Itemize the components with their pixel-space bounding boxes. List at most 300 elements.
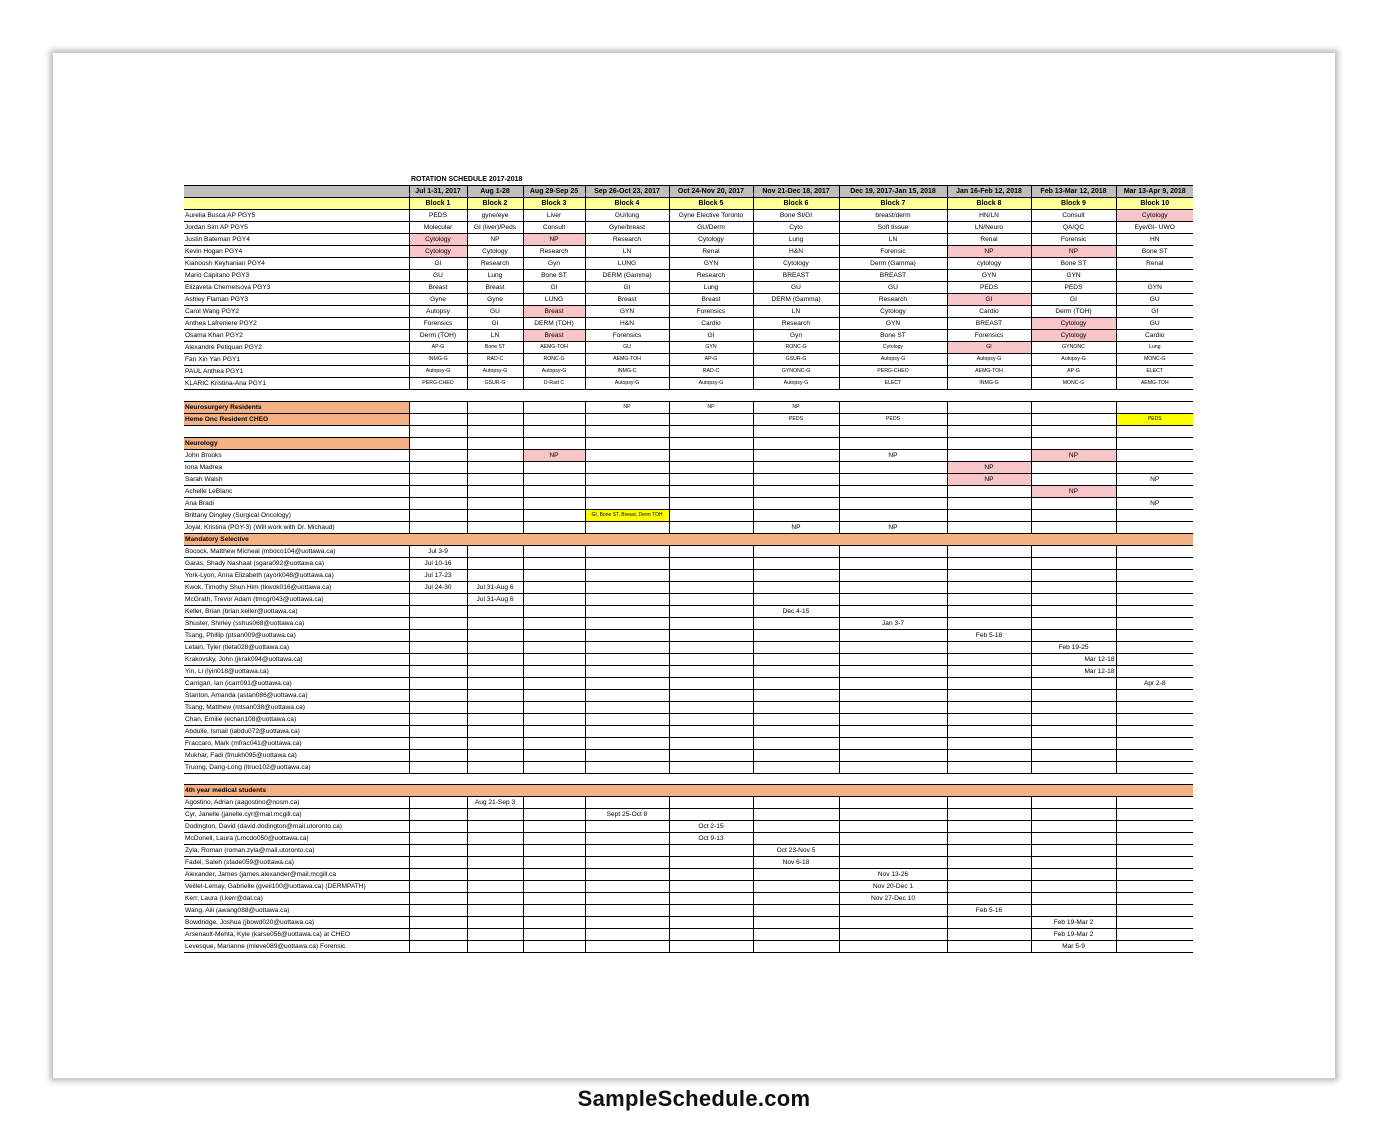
rotation-cell: GU <box>839 282 947 294</box>
rotation-cell: NP <box>839 521 947 533</box>
rotation-cell <box>669 413 753 425</box>
rotation-cell: DERM (Gamma) <box>585 270 669 282</box>
date-cell <box>947 893 1031 905</box>
date-cell <box>585 797 669 809</box>
corner-cell <box>184 198 409 210</box>
rotation-cell: HN/LN <box>947 210 1031 222</box>
date-cell <box>585 677 669 689</box>
rotation-cell <box>947 485 1031 497</box>
rotation-cell: NP <box>753 401 839 413</box>
empty-cell <box>947 425 1031 437</box>
date-cell <box>1116 653 1193 665</box>
rotation-cell: ELECT <box>1116 366 1193 378</box>
rotation-cell: PEDS <box>839 413 947 425</box>
rotation-cell <box>585 449 669 461</box>
date-cell: Mar 5-9 <box>1031 941 1116 953</box>
date-cell <box>467 629 523 641</box>
rotation-cell <box>753 485 839 497</box>
date-cell <box>669 677 753 689</box>
date-cell <box>1031 677 1116 689</box>
selective-row <box>184 617 1193 629</box>
empty-cell <box>585 437 669 449</box>
rotation-cell <box>947 401 1031 413</box>
date-cell <box>1116 821 1193 833</box>
hemeonc-row <box>184 413 1193 425</box>
rotation-cell: Bone ST <box>839 330 947 342</box>
empty-cell <box>585 390 669 402</box>
rotation-cell: LN/Neuro <box>947 222 1031 234</box>
empty-cell <box>1031 533 1116 545</box>
neurology-row <box>184 497 1193 509</box>
date-cell <box>1031 617 1116 629</box>
empty-cell <box>669 773 753 785</box>
date-cell: Nov 6-18 <box>753 857 839 869</box>
rotation-cell: Derm (TOH) <box>1031 306 1116 318</box>
student-row <box>184 833 1193 845</box>
date-cell <box>585 905 669 917</box>
rotation-cell: Derm (TOH) <box>409 330 467 342</box>
sheet-title: ROTATION SCHEDULE 2017-2018 <box>411 176 523 183</box>
rotation-cell: GYNONC-G <box>753 366 839 378</box>
student-name: Fadel, Saleh (sfade059@uottawa.ca) <box>184 857 409 869</box>
date-cell <box>753 713 839 725</box>
date-cell <box>585 605 669 617</box>
date-cell <box>1031 713 1116 725</box>
rotation-cell: GYN <box>669 342 753 354</box>
date-cell <box>669 761 753 773</box>
date-cell: Feb 19-Mar 2 <box>1031 929 1116 941</box>
rotation-cell <box>467 509 523 521</box>
date-cell <box>467 833 523 845</box>
neurology-row <box>184 461 1193 473</box>
date-cell <box>839 917 947 929</box>
empty-cell <box>669 425 753 437</box>
date-cell <box>467 677 523 689</box>
student-name: Zyla, Roman (roman.zyla@mail.utoronto.ca) <box>184 845 409 857</box>
rotation-cell <box>523 473 585 485</box>
date-cell <box>753 617 839 629</box>
resident-row <box>184 282 1193 294</box>
resident-name: Fan Xin Yan PGY1 <box>184 354 409 366</box>
rotation-cell <box>409 401 467 413</box>
date-cell <box>1116 929 1193 941</box>
date-cell <box>523 605 585 617</box>
date-cell: Mar 12-18 <box>1031 653 1116 665</box>
rotation-cell: GYNONC <box>1031 342 1116 354</box>
student-name: Carrigan, Ian (icarr091@uottawa.ca) <box>184 677 409 689</box>
date-cell <box>1031 809 1116 821</box>
rotation-cell: GU <box>1116 318 1193 330</box>
date-cell <box>753 809 839 821</box>
date-cell <box>753 881 839 893</box>
resident-name: Alexandre Petiquan PGY2 <box>184 342 409 354</box>
date-cell <box>1031 881 1116 893</box>
rotation-cell <box>409 473 467 485</box>
rotation-cell: NP <box>947 461 1031 473</box>
date-cell <box>947 929 1031 941</box>
rotation-cell: Research <box>753 318 839 330</box>
empty-cell <box>753 437 839 449</box>
date-cell <box>523 737 585 749</box>
rotation-cell: Breast <box>467 282 523 294</box>
rotation-cell: Autopsy-G <box>669 378 753 390</box>
selective-row <box>184 605 1193 617</box>
date-cell <box>839 737 947 749</box>
rotation-cell: BREAST <box>947 318 1031 330</box>
date-cell <box>1116 893 1193 905</box>
date-cell <box>947 881 1031 893</box>
rotation-cell <box>409 521 467 533</box>
date-cell <box>1031 545 1116 557</box>
rotation-cell <box>947 521 1031 533</box>
rotation-cell <box>753 473 839 485</box>
neurosurgery-row <box>184 401 1193 413</box>
rotation-cell <box>467 413 523 425</box>
student-name: McDonell, Laura (Lmcdo050@uottawa.ca) <box>184 833 409 845</box>
rotation-cell: Forensic <box>839 246 947 258</box>
rotation-cell: MONC-G <box>1116 354 1193 366</box>
rotation-cell: NP <box>467 234 523 246</box>
empty-cell <box>467 533 523 545</box>
date-cell: Nov 20-Dec 1 <box>839 881 947 893</box>
date-cell <box>1031 893 1116 905</box>
rotation-cell: Consult <box>1031 210 1116 222</box>
rotation-cell: BREAST <box>753 270 839 282</box>
date-cell: Oct 9-13 <box>669 833 753 845</box>
selective-row <box>184 581 1193 593</box>
empty-cell <box>409 533 467 545</box>
student-name: Levesque, Marianne (mleve089@uottawa.ca) Forensic <box>184 941 409 953</box>
date-header-cell: Dec 19, 2017-Jan 15, 2018 <box>839 186 947 198</box>
rotation-cell: NP <box>1116 497 1193 509</box>
resident-name: John Brooks <box>184 449 409 461</box>
date-cell <box>839 821 947 833</box>
date-cell <box>1116 797 1193 809</box>
rotation-cell: NP <box>1031 449 1116 461</box>
rotation-cell: GU <box>1116 294 1193 306</box>
rotation-cell <box>409 509 467 521</box>
date-cell <box>409 749 467 761</box>
rotation-cell <box>947 497 1031 509</box>
date-cell: Aug 21-Sep 3 <box>467 797 523 809</box>
resident-name: PAUL Anthea PGY1 <box>184 366 409 378</box>
rotation-cell: LN <box>585 246 669 258</box>
rotation-cell: PEDS <box>409 210 467 222</box>
date-cell <box>1116 581 1193 593</box>
date-cell <box>1116 713 1193 725</box>
date-cell <box>839 569 947 581</box>
rotation-cell: GI <box>1116 306 1193 318</box>
date-cell <box>753 701 839 713</box>
date-cell <box>1116 845 1193 857</box>
date-cell <box>1116 941 1193 953</box>
date-cell <box>1116 833 1193 845</box>
rotation-cell: GYN <box>669 258 753 270</box>
empty-cell <box>184 773 409 785</box>
rotation-cell: Cytology <box>409 234 467 246</box>
empty-cell <box>585 533 669 545</box>
date-cell <box>669 569 753 581</box>
date-cell <box>467 929 523 941</box>
date-cell <box>753 941 839 953</box>
rotation-cell: GI <box>409 258 467 270</box>
empty-cell <box>523 390 585 402</box>
date-cell <box>947 569 1031 581</box>
date-cell <box>947 761 1031 773</box>
date-cell <box>409 893 467 905</box>
date-cell: Sept 25-Oct 8 <box>585 809 669 821</box>
empty-cell <box>947 785 1031 797</box>
date-cell <box>947 845 1031 857</box>
date-cell <box>947 701 1031 713</box>
neurology-row <box>184 509 1193 521</box>
rotation-cell: breast/derm <box>839 210 947 222</box>
rotation-cell: DERM (TOH) <box>523 318 585 330</box>
date-cell <box>467 737 523 749</box>
rotation-cell <box>1116 509 1193 521</box>
date-cell <box>947 857 1031 869</box>
resident-row <box>184 330 1193 342</box>
rotation-cell: NP <box>947 246 1031 258</box>
resident-row <box>184 342 1193 354</box>
date-cell <box>1031 629 1116 641</box>
date-cell <box>585 929 669 941</box>
date-cell <box>1031 557 1116 569</box>
date-cell <box>523 821 585 833</box>
rotation-cell: GI <box>467 318 523 330</box>
rotation-cell: PERG-CHEO <box>839 366 947 378</box>
empty-cell <box>839 390 947 402</box>
date-cell <box>839 725 947 737</box>
rotation-cell: Autopsy-G <box>947 354 1031 366</box>
empty-cell <box>523 773 585 785</box>
empty-cell <box>467 425 523 437</box>
rotation-cell <box>839 473 947 485</box>
rotation-cell: Autopsy-G <box>1031 354 1116 366</box>
rotation-cell: Cytology <box>839 342 947 354</box>
student-name: Stanton, Amanda (astan086@uottawa.ca) <box>184 689 409 701</box>
empty-cell <box>839 785 947 797</box>
corner-cell <box>184 186 409 198</box>
date-cell <box>669 545 753 557</box>
empty-cell <box>1031 390 1116 402</box>
date-cell: Jul 24-30 <box>409 581 467 593</box>
resident-name: Jordan Sim AP PGY5 <box>184 222 409 234</box>
rotation-cell <box>1116 521 1193 533</box>
rotation-cell <box>1116 461 1193 473</box>
rotation-cell: Lung <box>669 282 753 294</box>
date-cell <box>669 809 753 821</box>
resident-name: Aurelia Busca AP PGY5 <box>184 210 409 222</box>
resident-name: Kevin Hogan PGY4 <box>184 246 409 258</box>
date-cell <box>753 581 839 593</box>
empty-cell <box>585 785 669 797</box>
selective-row <box>184 665 1193 677</box>
rotation-cell: GU <box>409 270 467 282</box>
rotation-cell <box>585 473 669 485</box>
date-cell <box>669 869 753 881</box>
resident-name: Justin Bateman PGY4 <box>184 234 409 246</box>
rotation-cell: Renal <box>1116 258 1193 270</box>
student-row <box>184 809 1193 821</box>
date-cell <box>839 833 947 845</box>
rotation-cell: Autopsy-G <box>409 366 467 378</box>
date-header-cell: Nov 21-Dec 18, 2017 <box>753 186 839 198</box>
empty-cell <box>409 785 467 797</box>
date-cell <box>1031 605 1116 617</box>
date-cell: Feb 19-Mar 2 <box>1031 917 1116 929</box>
date-cell <box>585 869 669 881</box>
block-header-cell: Block 4 <box>585 198 669 210</box>
rotation-cell: Lung <box>1116 342 1193 354</box>
empty-cell <box>1116 785 1193 797</box>
rotation-cell <box>523 461 585 473</box>
date-cell <box>753 725 839 737</box>
empty-cell <box>467 390 523 402</box>
empty-cell <box>523 785 585 797</box>
rotation-cell: GI <box>585 282 669 294</box>
date-cell <box>669 653 753 665</box>
empty-cell <box>947 533 1031 545</box>
rotation-schedule-table <box>184 185 1193 953</box>
date-header-cell: Jul 1-31, 2017 <box>409 186 467 198</box>
rotation-cell: NP <box>523 234 585 246</box>
date-cell <box>523 905 585 917</box>
date-cell <box>669 941 753 953</box>
rotation-cell: Gyne Elective Toronto <box>669 210 753 222</box>
date-cell <box>669 581 753 593</box>
neurology-row <box>184 521 1193 533</box>
rotation-cell: GI <box>947 294 1031 306</box>
date-cell <box>467 665 523 677</box>
date-cell <box>585 629 669 641</box>
student-name: Fraccaro, Mark (mfrac041@uottawa.ca) <box>184 737 409 749</box>
date-cell <box>1116 725 1193 737</box>
date-cell <box>839 761 947 773</box>
rotation-cell <box>523 413 585 425</box>
date-cell: Nov 27-Dec 10 <box>839 893 947 905</box>
empty-cell <box>753 390 839 402</box>
date-cell <box>1116 809 1193 821</box>
date-cell <box>585 557 669 569</box>
date-cell <box>753 833 839 845</box>
rotation-cell <box>409 413 467 425</box>
rotation-cell: Molecular <box>409 222 467 234</box>
date-cell <box>585 857 669 869</box>
date-cell <box>467 809 523 821</box>
resident-row <box>184 366 1193 378</box>
date-cell: Oct 23-Nov 5 <box>753 845 839 857</box>
date-cell <box>947 725 1031 737</box>
student-name: Letain, Tyler (tleta028@uottawa.ca) <box>184 641 409 653</box>
date-cell <box>669 605 753 617</box>
rotation-cell: GYN <box>1031 270 1116 282</box>
date-cell <box>467 749 523 761</box>
rotation-cell: QA/QC <box>1031 222 1116 234</box>
rotation-cell <box>1116 485 1193 497</box>
date-cell <box>467 557 523 569</box>
rotation-cell: Breast <box>409 282 467 294</box>
date-cell <box>1031 689 1116 701</box>
rotation-cell <box>1031 509 1116 521</box>
date-cell <box>669 737 753 749</box>
rotation-cell: LN <box>467 330 523 342</box>
student-row <box>184 917 1193 929</box>
date-cell <box>753 677 839 689</box>
rotation-cell: GYN <box>585 306 669 318</box>
resident-row <box>184 222 1193 234</box>
resident-name: Ana Bradi <box>184 497 409 509</box>
date-cell <box>669 725 753 737</box>
date-header-cell: Feb 13-Mar 12, 2018 <box>1031 186 1116 198</box>
date-cell <box>523 749 585 761</box>
rotation-cell <box>839 461 947 473</box>
resident-row <box>184 234 1193 246</box>
date-cell: Jul 3-9 <box>409 545 467 557</box>
empty-cell <box>753 773 839 785</box>
empty-cell <box>1116 437 1193 449</box>
rotation-cell: Autopsy-G <box>839 354 947 366</box>
rotation-cell: GYN <box>947 270 1031 282</box>
date-cell <box>839 857 947 869</box>
rotation-cell: Gyn <box>523 258 585 270</box>
date-header-cell: Mar 13-Apr 9, 2018 <box>1116 186 1193 198</box>
date-cell <box>585 641 669 653</box>
student-row <box>184 857 1193 869</box>
student-row <box>184 881 1193 893</box>
rotation-cell: Autopsy-G <box>467 366 523 378</box>
empty-cell <box>1116 425 1193 437</box>
date-cell <box>753 641 839 653</box>
date-cell <box>523 569 585 581</box>
rotation-cell <box>1031 413 1116 425</box>
date-cell <box>523 917 585 929</box>
date-cell <box>523 545 585 557</box>
date-cell <box>467 905 523 917</box>
rotation-cell: PEDS <box>753 413 839 425</box>
date-cell <box>669 713 753 725</box>
empty-cell <box>184 425 409 437</box>
date-cell <box>839 809 947 821</box>
date-cell <box>947 749 1031 761</box>
date-cell <box>1116 761 1193 773</box>
resident-name: Elizaveta Chernetsova PGY3 <box>184 282 409 294</box>
rotation-cell: AEMG-TOH <box>523 342 585 354</box>
rotation-cell: PEDS <box>1031 282 1116 294</box>
student-name: Bowdridge, Joshua (jbowd020@uottawa.ca) <box>184 917 409 929</box>
rotation-cell <box>1031 473 1116 485</box>
rotation-cell: RONC-G <box>523 354 585 366</box>
date-cell <box>585 689 669 701</box>
rotation-cell: Research <box>523 246 585 258</box>
rotation-cell: H&N <box>753 246 839 258</box>
rotation-cell: AEMG-TOH <box>585 354 669 366</box>
rotation-cell: Gyne <box>409 294 467 306</box>
rotation-cell: GU/Derm <box>669 222 753 234</box>
date-cell <box>1116 737 1193 749</box>
empty-cell <box>1116 533 1193 545</box>
rotation-cell: AEMG-TOH <box>947 366 1031 378</box>
student-row <box>184 869 1193 881</box>
date-cell <box>839 605 947 617</box>
rotation-cell: Eye/GI- UWO <box>1116 222 1193 234</box>
date-cell <box>839 557 947 569</box>
date-cell <box>523 665 585 677</box>
date-cell: Jan 3-7 <box>839 617 947 629</box>
date-cell <box>947 641 1031 653</box>
resident-row <box>184 318 1193 330</box>
section-label: Mandatory Selective <box>184 533 409 545</box>
